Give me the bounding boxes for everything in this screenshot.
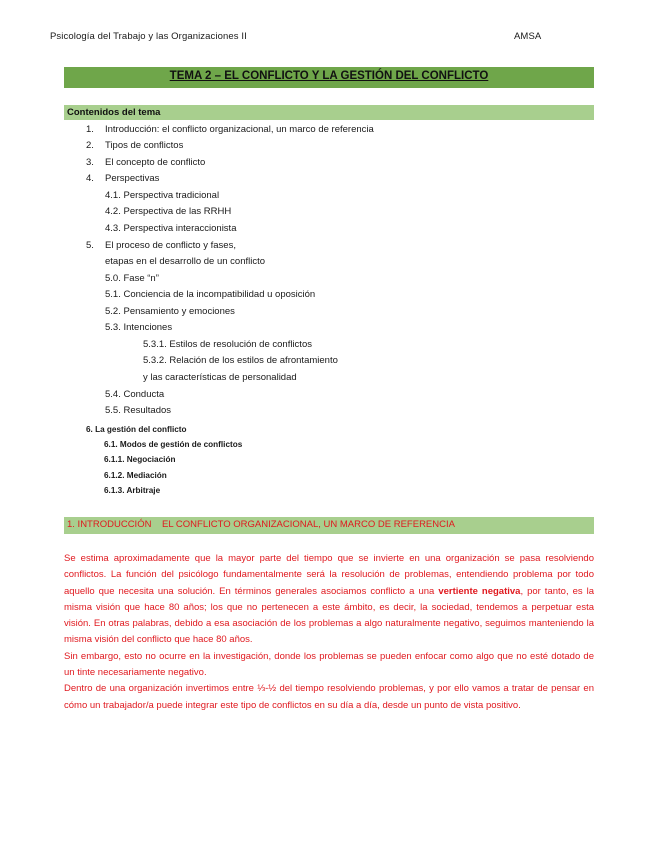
toc-item: 6. La gestión del conflicto — [86, 425, 187, 434]
toc-subsubitem: 6.1.2. Mediación — [104, 471, 167, 480]
toc-subitem: 5.1. Conciencia de la incompatibilidad u oposición — [105, 289, 316, 300]
toc-subitem: 4.2. Perspectiva de las RRHH — [105, 206, 232, 217]
contents-heading: Contenidos del tema — [67, 107, 161, 118]
paragraph: Sin embargo, esto no ocurre en la investigación, donde los problemas se pueden enfocar como algo que no esté dotado de un tinte necesariamente negativo. — [64, 650, 594, 679]
toc-subitem: 5.4. Conducta — [105, 389, 165, 400]
toc-subsubitem: 6.1.1. Negociación — [104, 455, 176, 464]
paragraph: Se estima aproximadamente que la mayor parte del tiempo que se invierte en una organización se pasa resolviendo conflictos. La función del psicólogo fundamentalmente será la resolución de problemas, entendiendo problema por todo aquello que necesita una solución. En términos generales asociamos conflicto a una vertiente negativa, por tanto, es la misma visión que hace 80 años; los que no pertenecen a este ámbito, es decir, la sociedad, tendemos a perpetuar esta visión. En otras palabras, debido a esa asociación de los problemas a algo naturalmente negativo, seguimos manteniendo la misma visión del conflicto que hace 80 años. — [64, 553, 594, 646]
toc-subsubitem: 5.3.2. Relación de los estilos de afrontamiento — [143, 355, 338, 366]
toc-item: 5. El proceso de conflicto y fases, — [86, 240, 236, 251]
toc-subitem: 4.3. Perspectiva interaccionista — [105, 223, 237, 234]
section-body — [64, 551, 594, 714]
toc-subitem: 5.5. Resultados — [105, 405, 172, 416]
toc-subitem: 6.1. Modos de gestión de conflictos — [104, 440, 243, 449]
page-title: TEMA 2 – EL CONFLICTO Y LA GESTIÓN DEL CONFLICTO — [169, 70, 489, 82]
toc-subitem: 5.3. Intenciones — [105, 322, 173, 333]
section-heading-band — [64, 517, 594, 534]
toc-item: 1. Introducción: el conflicto organizacional, un marco de referencia — [86, 124, 374, 135]
section-heading: 1. INTRODUCCIÓN EL CONFLICTO ORGANIZACIONAL, UN MARCO DE REFERENCIA — [67, 519, 455, 530]
contents-heading-band — [64, 105, 594, 120]
toc-subsubitem: 6.1.3. Arbitraje — [104, 486, 161, 495]
toc-subsubitem: 5.3.1. Estilos de resolución de conflictos — [143, 339, 312, 350]
title-banner — [64, 67, 594, 88]
toc-subsubitem-continuation: y las características de personalidad — [143, 372, 297, 383]
toc-item-continuation: etapas en el desarrollo de un conflicto — [105, 256, 266, 267]
toc-item: 2. Tipos de conflictos — [86, 140, 184, 151]
toc-item: 3. El concepto de conflicto — [86, 157, 206, 168]
toc-subitem: 4.1. Perspectiva tradicional — [105, 190, 220, 201]
toc-subitem: 5.2. Pensamiento y emociones — [105, 306, 235, 317]
toc-item: 4. Perspectivas — [86, 173, 160, 184]
paragraph: Dentro de una organización invertimos entre ⅓-½ del tiempo resolviendo problemas, y por ello vamos a tratar de pensar en cómo un trabajador/a puede integrar este tipo de conflictos en su día a día, desde un punto de vista positivo. — [64, 683, 594, 711]
toc-subitem: 5.0. Fase “n” — [105, 273, 159, 284]
page-header-course: Psicología del Trabajo y las Organizaciones II — [50, 31, 247, 42]
page-header-author: AMSA — [514, 31, 542, 42]
